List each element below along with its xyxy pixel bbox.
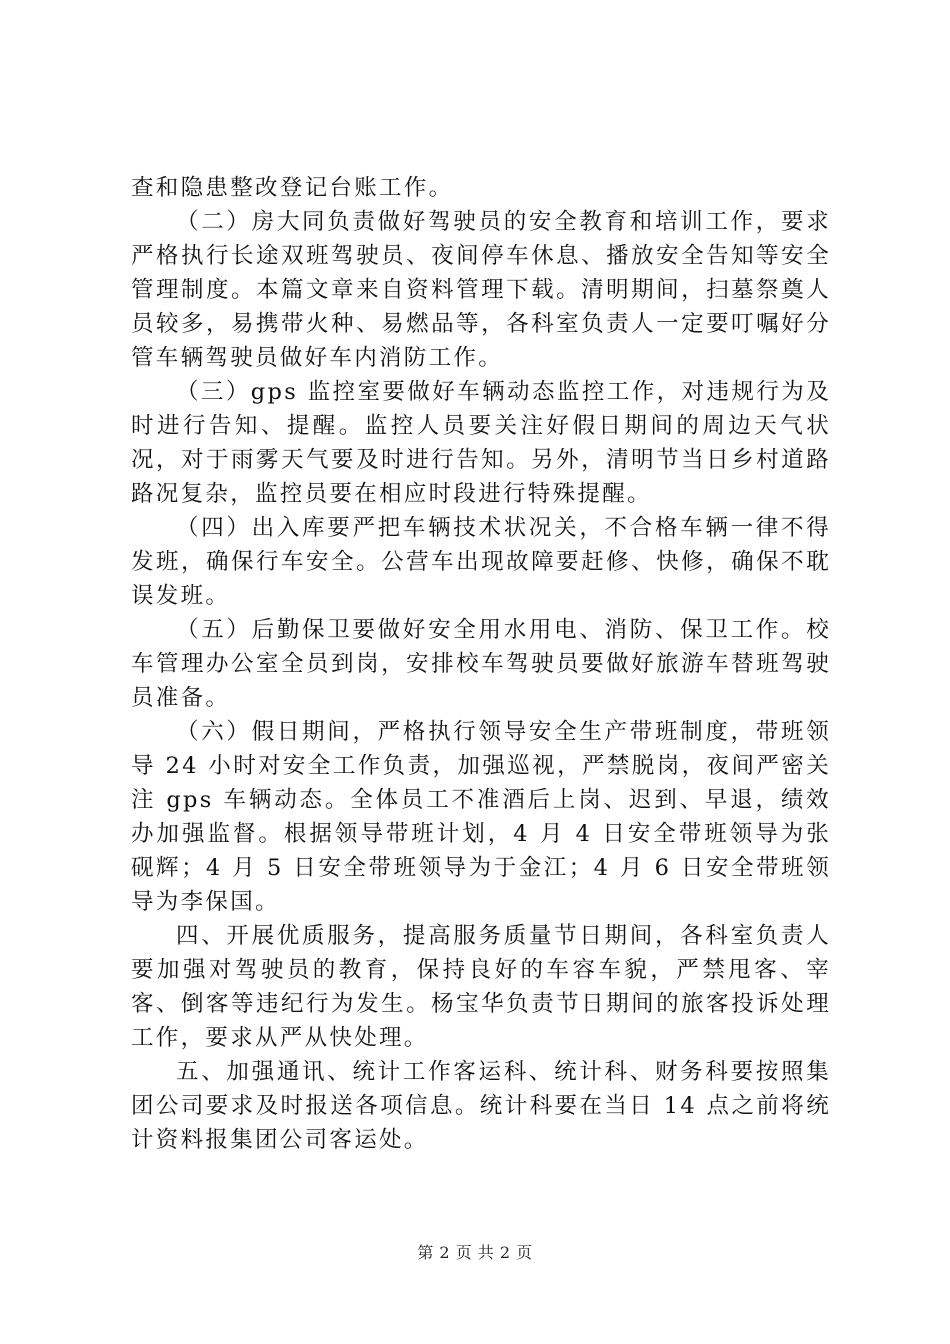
- paragraph-item-3: （三）gps 监控室要做好车辆动态监控工作，对违规行为及时进行告知、提醒。监控人员要关注好假日期间的周边天气状况，对于雨雾天气要及时进行告知。另外，清明节当日乡村道路路况复杂，监控员要在相应时段进行特殊提醒。: [131, 379, 831, 507]
- document-body: [131, 171, 831, 1157]
- paragraph-item-2: （二）房大同负责做好驾驶员的安全教育和培训工作，要求严格执行长途双班驾驶员、夜间停车休息、播放安全告知等安全管理制度。本篇文章来自资料管理下载。清明期间，扫墓祭奠人员较多，易携带火种、易燃品等，各科室负责人一定要叮嘱好分管车辆驾驶员做好车内消防工作。: [131, 209, 831, 371]
- page-number-footer: 第 2 页 共 2 页: [417, 1243, 533, 1262]
- paragraph-section-4: 四、开展优质服务，提高服务质量节日期间，各科室负责人要加强对驾驶员的教育，保持良好的车容车貌，严禁甩客、宰客、倒客等违纪行为发生。杨宝华负责节日期间的旅客投诉处理工作，要求从严从快处理。: [131, 923, 831, 1051]
- paragraph-item-5: （五）后勤保卫要做好安全用水用电、消防、保卫工作。校车管理办公室全员到岗，安排校车驾驶员要做好旅游车替班驾驶员准备。: [131, 617, 831, 711]
- paragraph-continuation: 查和隐患整改登记台账工作。: [131, 175, 454, 201]
- paragraph-section-5: 五、加强通讯、统计工作客运科、统计科、财务科要按照集团公司要求及时报送各项信息。统计科要在当日 14 点之前将统计资料报集团公司客运处。: [131, 1059, 831, 1153]
- paragraph-item-6: （六）假日期间，严格执行领导安全生产带班制度，带班领导 24 小时对安全工作负责，加强巡视，严禁脱岗，夜间严密关注 gps 车辆动态。全体员工不准酒后上岗、迟到、早退，绩效办加强监督。根据领导带班计划，4 月 4 日安全带班领导为张砚辉；4 月 5 日安全带班领导为于金江；4 月 6 日安全带班领导为李保国。: [131, 719, 831, 915]
- paragraph-item-4: （四）出入库要严把车辆技术状况关，不合格车辆一律不得发班，确保行车安全。公营车出现故障要赶修、快修，确保不耽误发班。: [131, 515, 831, 609]
